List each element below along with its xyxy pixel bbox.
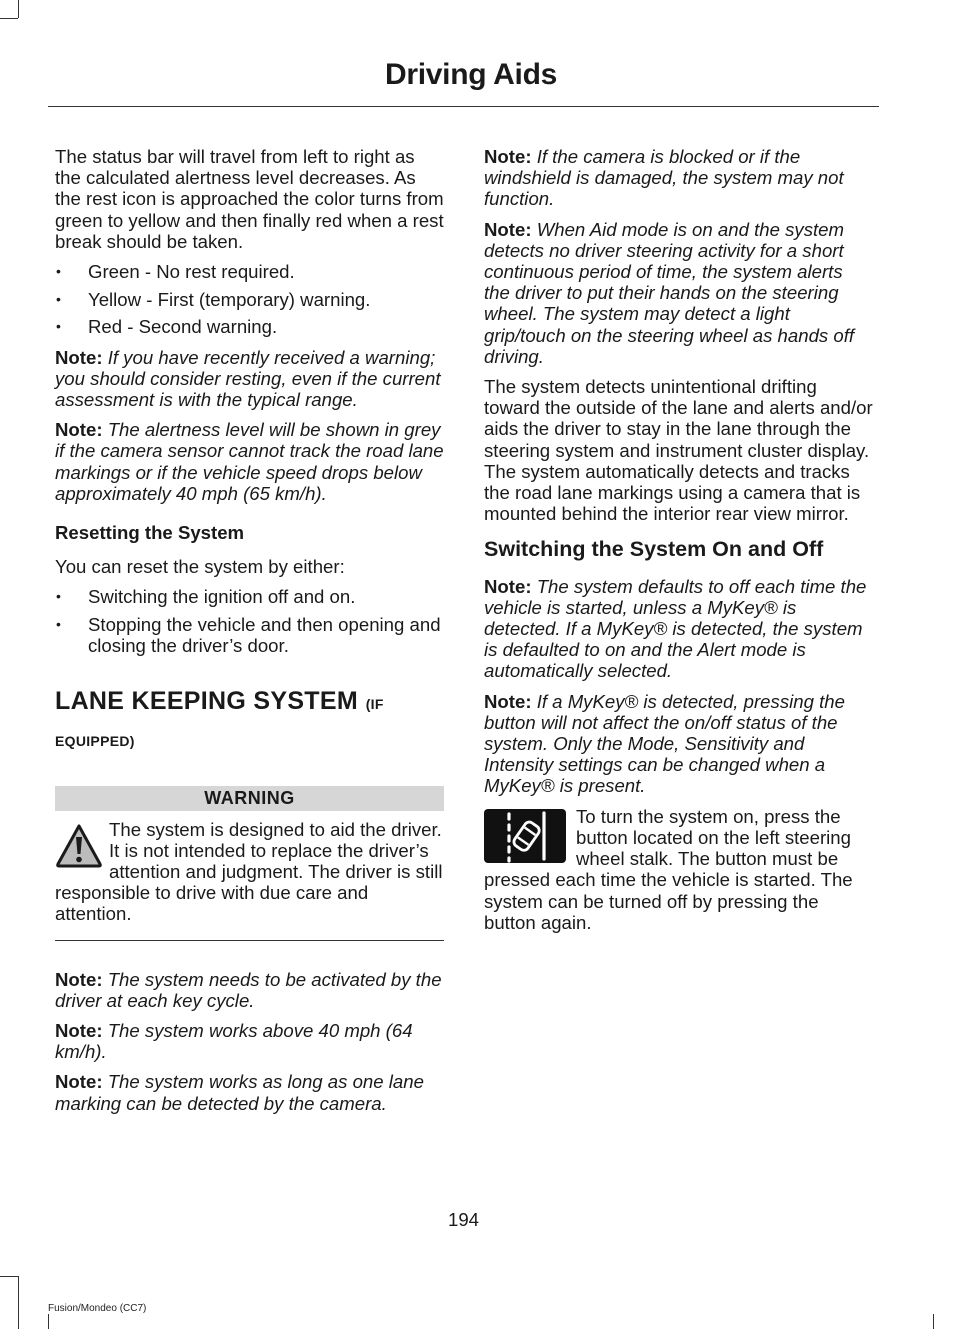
note-label: Note: [484,575,532,597]
status-color-list [55,261,444,338]
note-label: Note: [55,419,103,441]
reset-list [55,586,444,656]
note-label: Note: [484,146,532,167]
note-speed [55,1020,444,1062]
list-item: • Green - No rest required. [55,261,444,282]
crop-mark [0,18,18,19]
note-label: Note: [484,218,532,240]
warning-box [55,786,444,941]
note-aid-mode [484,219,873,367]
note-lane-marking [55,1071,444,1113]
resetting-heading: Resetting the System [55,522,245,544]
intro-paragraph: The status bar will travel from left to right as the calculated alertness level decreases. As the rest icon is approached the color turns from green to yellow and then finally red when a rest break should be taken. [55,146,444,252]
note-recent-warning [55,347,444,411]
section-title-suffix: EQUIPPED) [55,732,135,749]
lane-keeping-icon [484,809,566,863]
section-title [55,685,444,756]
reset-intro: You can reset the system by either: [55,556,345,578]
section-title-main: LANE KEEPING SYSTEM [55,686,358,715]
right-column [484,146,873,942]
note-text: The system needs to be activated by the driver at each key cycle. [55,968,442,1011]
drifting-paragraph: The system detects unintentional drifting toward the outside of the lane and alerts and/or aids the driver to stay in the lane through the steering system and instrument cluster display. The system automatically detects and tracks the road lane markings using a camera that is mounted behind the interior rear view mirror. [484,376,873,525]
note-camera-blocked [484,146,873,210]
turn-on-paragraph: To turn the system on, press the button located on the left steering wheel stalk. The button must be pressed each time the vehicle is started. The system can be turned off by pressing the button again. [484,805,853,933]
warning-text: The system is designed to aid the driver. It is not intended to replace the driver’s attention and judgment. The driver is still responsible to drive with due care and attention. [55,818,443,925]
page-title: Driving Aids [385,58,557,91]
note-text: The system defaults to off each time the vehicle is started, unless a MyKey® is detected. If a MyKey® is detected, the system is defaulted to on and the Alert mode is automatically selected. [484,575,867,682]
note-text: If a MyKey® is detected, pressing the button will not affect the on/off status of the system. Only the Mode, Sensitivity and Intensity settings can be changed when a MyKey® is present. [484,690,845,797]
note-label: Note: [55,1071,103,1093]
note-alertness-grey [55,419,444,504]
note-text: If you have recently received a warning; you should consider resting, even if the current assessment is with the typical range. [55,346,441,411]
turn-on-block [484,806,873,933]
note-mykey-button [484,691,873,797]
note-label: Note: [55,346,103,368]
crop-mark [18,1276,19,1329]
crop-mark [933,1314,934,1329]
note-text: The system works above 40 mph (64 km/h). [55,1019,413,1063]
note-text: The alertness level will be shown in grey if the camera sensor cannot track the road lane markings or if the vehicle speed drops below approximately 40 mph (65 km/h). [55,419,444,504]
warning-heading: WARNING [55,786,444,811]
switching-heading: Switching the System On and Off [484,537,824,562]
note-label: Note: [55,968,103,990]
warning-triangle-icon [55,823,103,869]
note-label: Note: [484,690,532,712]
note-text: The system works as long as one lane marking can be detected by the camera. [55,1071,424,1114]
list-item: • Red - Second warning. [55,316,444,337]
page-number: 194 [447,1209,480,1230]
note-text: When Aid mode is on and the system detects no driver steering activity for a short continuous period of time, the system alerts the driver to put their hands on the steering wheel. The system may detect a light grip/touch on the steering wheel as hands off driving. [484,218,855,367]
left-column [55,146,444,1123]
list-item: • Stopping the vehicle and then opening and closing the driver’s door. [55,614,444,656]
note-activation [55,969,444,1011]
note-label: Note: [55,1019,103,1041]
crop-mark [48,1314,49,1329]
note-mykey-default [484,576,873,682]
list-item: • Yellow - First (temporary) warning. [55,289,444,310]
section-title-suffix: (IF [365,695,384,712]
page-header [48,58,879,107]
crop-mark [0,1276,18,1277]
note-text: If the camera is blocked or if the windshield is damaged, the system may not function. [484,146,844,210]
list-item: • Switching the ignition off and on. [55,586,444,607]
footer-model-label: Fusion/Mondeo (CC7) [48,1303,147,1314]
crop-mark [18,0,19,18]
